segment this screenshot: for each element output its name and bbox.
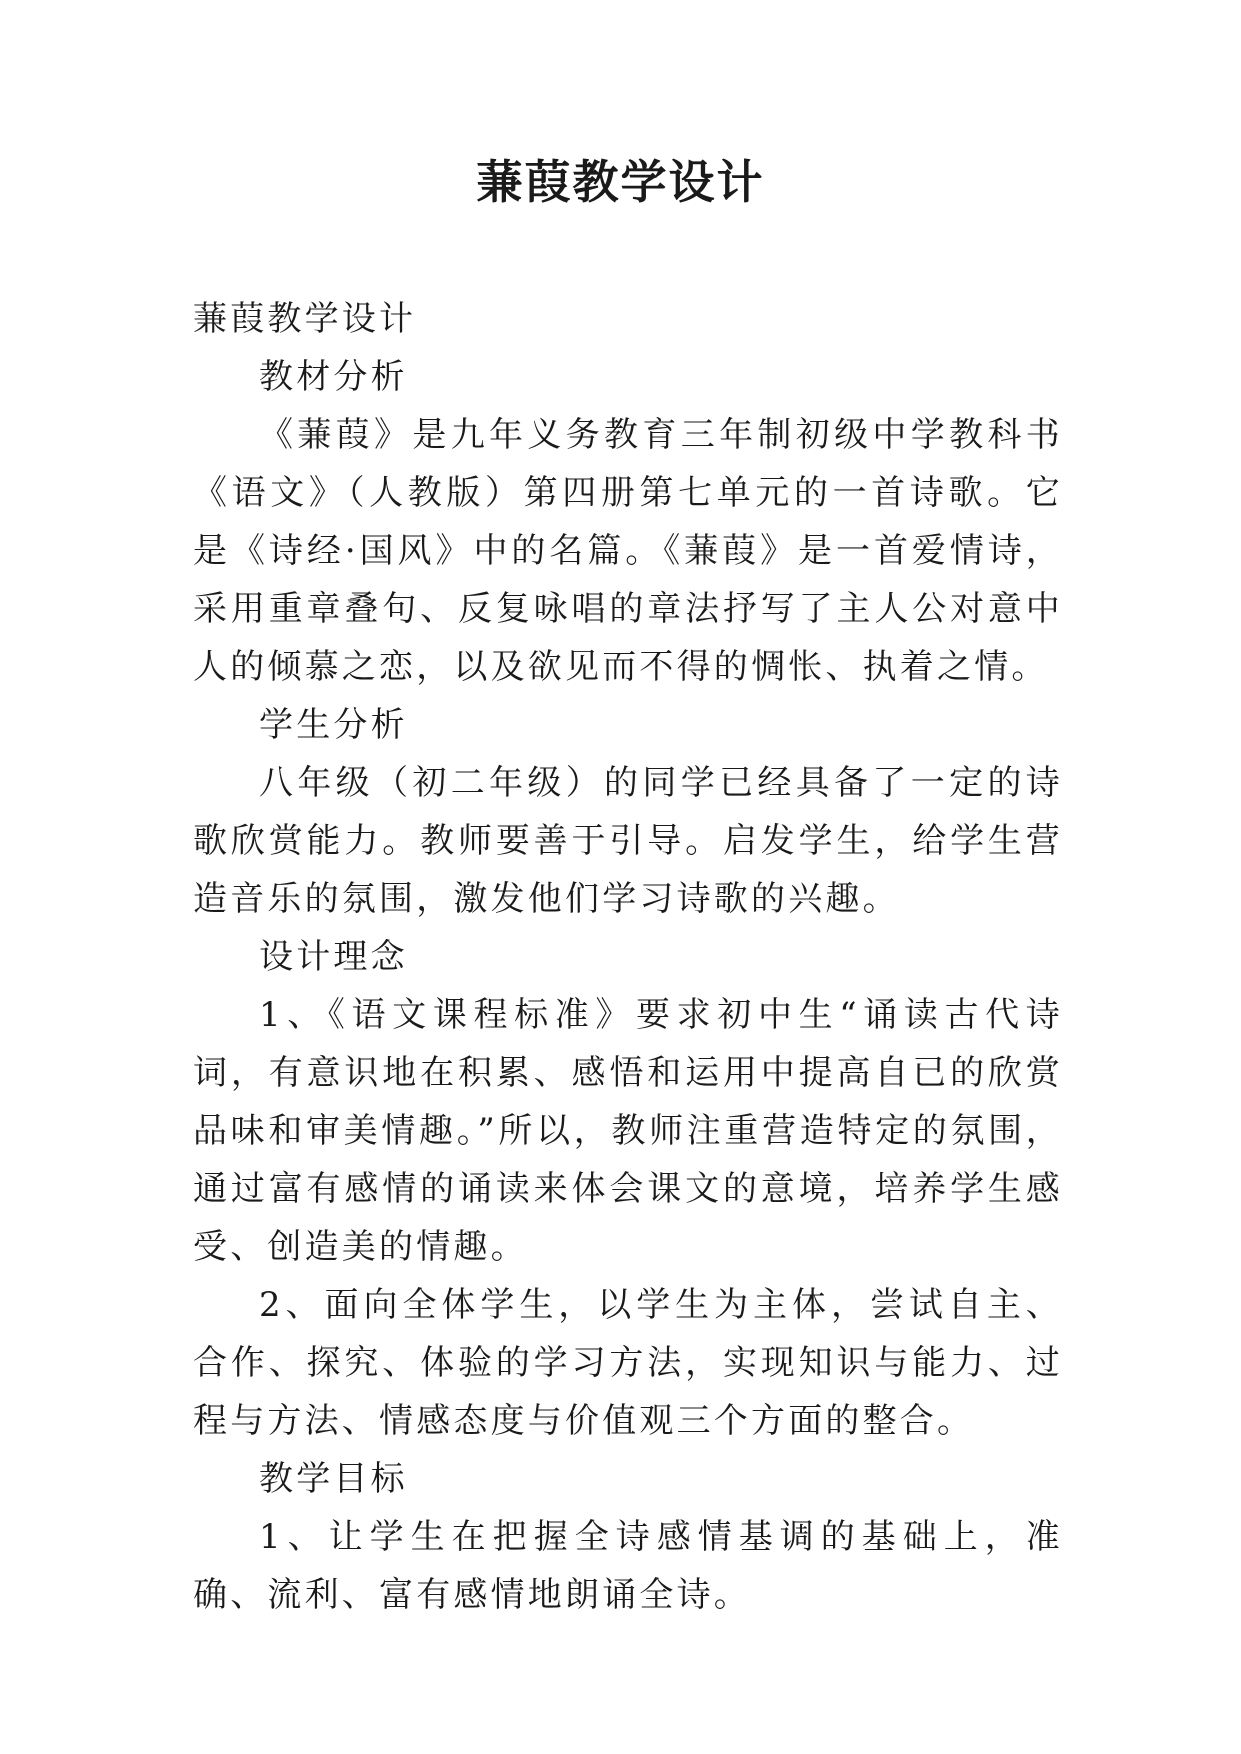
section-heading-teaching-goals: 教学目标 (259, 1459, 408, 1499)
section-heading-student-analysis: 学生分析 (259, 705, 408, 745)
opening-line: 蒹葭教学设计 (193, 299, 417, 339)
paragraph-teaching-goal-1: 1、让学生在把握全诗感情基调的基础上，准确、流利、富有感情地朗诵全诗。 (193, 1517, 1063, 1615)
paragraph-design-concept-1: 1、《语文课程标准》要求初中生“诵读古代诗词，有意识地在积累、感悟和运用中提高自已的欣赏品味和审美情趣。”所以，教师注重营造特定的氛围，通过富有感情的诵读来体会课文的意境，培养学生感受、创造美的情趣。 (193, 995, 1063, 1267)
section-heading-material-analysis: 教材分析 (259, 357, 408, 397)
paragraph-design-concept-2: 2、面向全体学生，以学生为主体，尝试自主、合作、探究、体验的学习方法，实现知识与能力、过程与方法、情感态度与价值观三个方面的整合。 (193, 1285, 1063, 1441)
document-title: 蒹葭教学设计 (476, 155, 765, 209)
paragraph-material-analysis: 《蒹葭》是九年义务教育三年制初级中学教科书《语文》（人教版）第四册第七单元的一首诗歌。它是《诗经·国风》中的名篇。《蒹葭》是一首爱情诗，采用重章叠句、反复咏唱的章法抒写了主人公对意中人的倾慕之恋，以及欲见而不得的惆怅、执着之情。 (193, 415, 1063, 687)
section-heading-design-concept: 设计理念 (259, 937, 408, 977)
document-body (193, 290, 1063, 1624)
paragraph-student-analysis: 八年级（初二年级）的同学已经具备了一定的诗歌欣赏能力。教师要善于引导。启发学生，给学生营造音乐的氛围，激发他们学习诗歌的兴趣。 (193, 763, 1063, 919)
